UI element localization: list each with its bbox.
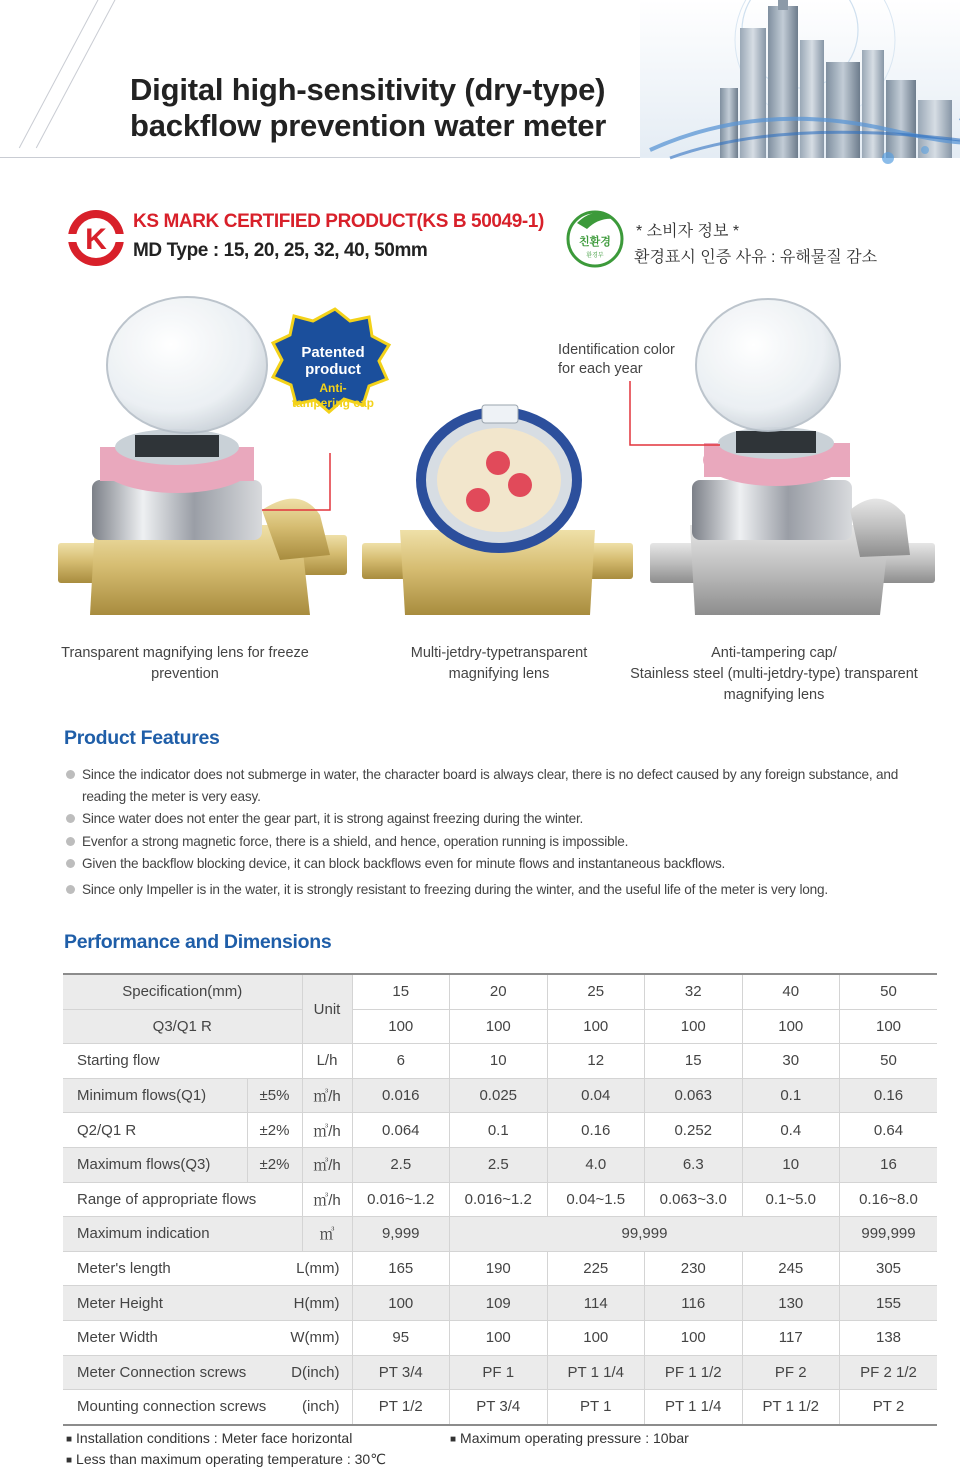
eco-reason-text: 환경표시 인증 사유 : 유해물질 감소 (634, 249, 878, 266)
size-cell: 15 (352, 974, 450, 1009)
patented-badge (273, 309, 389, 412)
badge-text-3: Anti- (319, 381, 347, 395)
caption-3-line-2: Stainless steel (multi-jetdry-type) transparent (630, 666, 918, 682)
table-cell: 0.04 (547, 1078, 645, 1113)
unit-header: Unit (302, 974, 352, 1044)
table-cell: 0.016~1.2 (450, 1182, 548, 1217)
features-heading: Product Features (64, 727, 220, 749)
note-pressure: ■ Maximum operating pressure : 10bar (450, 1430, 689, 1446)
feature-item: Since the indicator does not submerge in water, the character board is always clear, there is no defect caused by any foreign substance, and reading the meter is very easy. (66, 764, 926, 807)
row-label: Meter Connection screws (77, 1363, 247, 1381)
consumer-info-title: * 소비자 정보 * (636, 223, 740, 240)
table-cell: 0.016~1.2 (352, 1182, 450, 1217)
table-cell: 4.0 (547, 1147, 645, 1182)
table-row (63, 974, 937, 1009)
row-label: Meter Height (77, 1294, 163, 1312)
caption-3-line-3: magnifying lens (723, 687, 825, 703)
tolerance-cell: ±2% (247, 1147, 302, 1182)
table-cell: 100 (352, 1286, 450, 1321)
table-row (63, 1113, 937, 1148)
meter-stainless-pink (650, 299, 935, 615)
feature-item: Since water does not enter the gear part, it is strong against freezing during the winter. (66, 808, 926, 830)
spec-label: Specification(mm) (63, 974, 302, 1009)
tolerance-cell: ±5% (247, 1078, 302, 1113)
table-cell: 116 (645, 1286, 743, 1321)
table-cell: 138 (840, 1320, 938, 1355)
table-cell: 100 (645, 1009, 743, 1044)
caption-1-line-2: prevention (151, 666, 219, 682)
table-row (63, 1009, 937, 1044)
table-cell: PT 1 (547, 1390, 645, 1425)
size-cell: 20 (450, 974, 548, 1009)
caption-meter-3 (620, 643, 928, 706)
table-cell: 130 (742, 1286, 840, 1321)
table-cell: 0.1~5.0 (742, 1182, 840, 1217)
table-cell: PT 1/2 (352, 1390, 450, 1425)
table-cell: 95 (352, 1320, 450, 1355)
table-cell: 100 (450, 1320, 548, 1355)
table-cell: 6 (352, 1044, 450, 1079)
row-label: Starting flow (63, 1044, 302, 1079)
table-cell: 0.016 (352, 1078, 450, 1113)
table-cell: PT 3/4 (352, 1355, 450, 1390)
decor-slash (36, 0, 126, 148)
unit-cell: (inch) (301, 1398, 340, 1416)
table-cell: 2.5 (450, 1147, 548, 1182)
eco-logo-text: 친환경 (579, 235, 611, 248)
table-cell: 30 (742, 1044, 840, 1079)
size-cell: 25 (547, 974, 645, 1009)
row-label: Q2/Q1 R (63, 1113, 247, 1148)
row-label: Maximum indication (63, 1217, 302, 1252)
table-cell: 2.5 (352, 1147, 450, 1182)
features-list (66, 764, 926, 902)
table-cell: PT 3/4 (450, 1390, 548, 1425)
performance-heading: Performance and Dimensions (64, 931, 332, 953)
table-cell: 100 (547, 1320, 645, 1355)
table-cell: 305 (840, 1251, 938, 1286)
table-cell: 0.16 (547, 1113, 645, 1148)
table-cell: PT 1 1/4 (547, 1355, 645, 1390)
row-label: Meter Width (77, 1329, 158, 1347)
badge-text-1: Patented (301, 344, 365, 361)
unit-cell: L(mm) (296, 1260, 340, 1278)
caption-2-line-2: magnifying lens (448, 666, 550, 682)
caption-3-line-1: Anti-tampering cap/ (711, 645, 837, 661)
table-cell: 245 (742, 1251, 840, 1286)
row-label: Meter's length (77, 1260, 171, 1278)
caption-2-line-1: Multi-jetdry-typetransparent (410, 645, 588, 661)
row-label: Minimum flows(Q1) (63, 1078, 247, 1113)
table-cell: 0.252 (645, 1113, 743, 1148)
table-cell: 15 (645, 1044, 743, 1079)
badge-text-2: product (305, 361, 361, 378)
table-cell: 165 (352, 1251, 450, 1286)
title-line-1: Digital high-sensitivity (dry-type) (130, 72, 606, 107)
table-cell: PT 2 (840, 1390, 938, 1425)
table-cell: 0.063 (645, 1078, 743, 1113)
md-type-text: MD Type : 15, 20, 25, 32, 40, 50mm (133, 240, 428, 261)
table-cell: 10 (742, 1147, 840, 1182)
feature-item: Given the backflow blocking device, it can block backflows even for minute flows and instantaneous backflows. (66, 853, 926, 875)
table-row (63, 1044, 937, 1079)
table-row (63, 1182, 937, 1217)
ratio-label: Q3/Q1 R (63, 1009, 302, 1044)
unit-cell: D(inch) (291, 1363, 340, 1381)
caption-meter-2 (370, 643, 628, 685)
product-photos (0, 285, 960, 635)
table-row (63, 1251, 937, 1286)
table-row (63, 1078, 937, 1113)
table-cell: 100 (840, 1009, 938, 1044)
callout-line-2: for each year (558, 361, 643, 377)
table-cell: 16 (840, 1147, 938, 1182)
table-cell: 0.16 (840, 1078, 938, 1113)
unit-cell: ㎥ (302, 1217, 352, 1252)
table-row (63, 1286, 937, 1321)
table-row (63, 1320, 937, 1355)
table-cell: PF 2 (742, 1355, 840, 1390)
callout-line-1: Identification color (558, 342, 675, 358)
unit-cell: L/h (302, 1044, 352, 1079)
caption-1-line-1: Transparent magnifying lens for freeze (61, 645, 309, 661)
decor-slash (19, 0, 109, 148)
table-cell: 114 (547, 1286, 645, 1321)
table-cell: 100 (352, 1009, 450, 1044)
table-cell: 0.64 (840, 1113, 938, 1148)
table-cell: 155 (840, 1286, 938, 1321)
table-cell: 50 (840, 1044, 938, 1079)
identification-color-callout (558, 341, 675, 379)
unit-cell: ㎥/h (302, 1147, 352, 1182)
table-row (63, 1355, 937, 1390)
table-cell: 0.025 (450, 1078, 548, 1113)
performance-table (63, 973, 937, 1426)
table-cell: 0.1 (742, 1078, 840, 1113)
table-cell: 99,999 (450, 1217, 840, 1252)
table-cell: 0.4 (742, 1113, 840, 1148)
tolerance-cell: ±2% (247, 1113, 302, 1148)
table-cell: PF 1 1/2 (645, 1355, 743, 1390)
table-cell: PT 1 1/2 (742, 1390, 840, 1425)
size-cell: 50 (840, 974, 938, 1009)
table-cell: 109 (450, 1286, 548, 1321)
table-cell: 0.063~3.0 (645, 1182, 743, 1217)
table-cell: 10 (450, 1044, 548, 1079)
table-row (63, 1147, 937, 1182)
unit-cell: ㎥/h (302, 1078, 352, 1113)
title-line-2: backflow prevention water meter (130, 108, 607, 143)
row-label: Range of appropriate flows (63, 1182, 302, 1217)
note-installation: ■ Installation conditions : Meter face horizontal (66, 1430, 352, 1446)
table-cell: 0.064 (352, 1113, 450, 1148)
caption-meter-1 (40, 643, 330, 685)
badge-text-4: tampering cap (291, 396, 375, 410)
ks-logo-letter: K (85, 223, 107, 256)
eco-logo-sub: 환경부 (586, 252, 604, 259)
row-label: Maximum flows(Q3) (63, 1147, 247, 1182)
table-cell: 6.3 (645, 1147, 743, 1182)
table-cell: PF 1 (450, 1355, 548, 1390)
size-cell: 32 (645, 974, 743, 1009)
unit-cell: ㎥/h (302, 1113, 352, 1148)
table-cell: PF 2 1/2 (840, 1355, 938, 1390)
table-cell: 100 (742, 1009, 840, 1044)
table-cell: PT 1 1/4 (645, 1390, 743, 1425)
unit-cell: W(mm) (290, 1329, 340, 1347)
page-header (0, 0, 960, 170)
table-cell: 117 (742, 1320, 840, 1355)
city-skyline-illustration (640, 0, 960, 170)
ks-certified-text: KS MARK CERTIFIED PRODUCT(KS B 50049-1) (133, 211, 544, 232)
page-title (130, 72, 606, 144)
table-cell: 9,999 (352, 1217, 450, 1252)
meter-brass-blue (362, 405, 633, 615)
table-cell: 100 (547, 1009, 645, 1044)
table-cell: 100 (450, 1009, 548, 1044)
table-cell: 190 (450, 1251, 548, 1286)
unit-cell: ㎥/h (302, 1182, 352, 1217)
size-cell: 40 (742, 974, 840, 1009)
table-cell: 230 (645, 1251, 743, 1286)
table-cell: 999,999 (840, 1217, 938, 1252)
feature-item: Evenfor a strong magnetic force, there is a shield, and hence, operation running is impossible. (66, 831, 926, 853)
table-cell: 0.04~1.5 (547, 1182, 645, 1217)
table-cell: 0.16~8.0 (840, 1182, 938, 1217)
table-cell: 12 (547, 1044, 645, 1079)
table-row (63, 1390, 937, 1425)
unit-cell: H(mm) (293, 1294, 340, 1312)
feature-item: Since only Impeller is in the water, it is strongly resistant to freezing during the winter, and the useful life of the meter is very long. (66, 879, 926, 901)
table-cell: 0.1 (450, 1113, 548, 1148)
table-cell: 100 (645, 1320, 743, 1355)
ks-mark-logo (66, 208, 126, 268)
eco-label-logo (565, 205, 625, 269)
table-cell: 225 (547, 1251, 645, 1286)
row-label: Mounting connection screws (77, 1398, 267, 1416)
note-temperature: ■ Less than maximum operating temperature : 30℃ (66, 1451, 386, 1468)
table-row (63, 1217, 937, 1252)
